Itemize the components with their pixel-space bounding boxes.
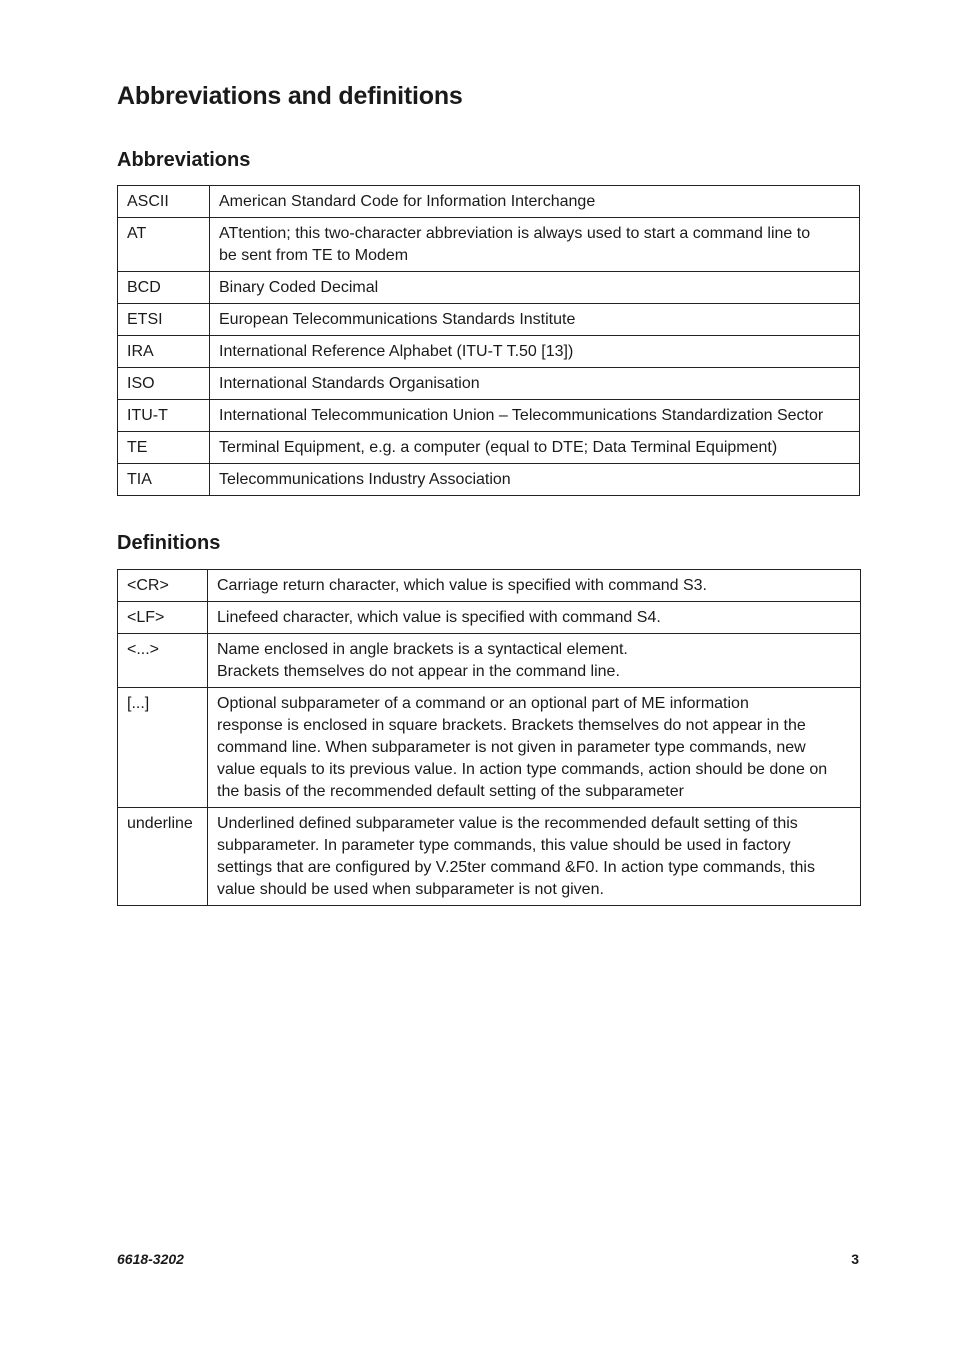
abbreviation-term: ETSI bbox=[118, 304, 210, 336]
abbreviation-description: International Standards Organisation bbox=[210, 368, 860, 400]
page-number: 3 bbox=[851, 1251, 859, 1267]
abbreviation-description: American Standard Code for Information Interchange bbox=[210, 186, 860, 218]
abbreviation-term: AT bbox=[118, 218, 210, 272]
table-row bbox=[118, 464, 860, 496]
abbreviation-term: ISO bbox=[118, 368, 210, 400]
abbreviation-term: TE bbox=[118, 432, 210, 464]
definitions-table bbox=[117, 569, 861, 906]
abbreviation-term: ASCII bbox=[118, 186, 210, 218]
page-title: Abbreviations and definitions bbox=[117, 82, 463, 110]
table-row bbox=[118, 304, 860, 336]
abbreviation-description: International Telecommunication Union – Telecommunications Standardization Sector bbox=[210, 400, 860, 432]
abbreviation-description: Binary Coded Decimal bbox=[210, 272, 860, 304]
definition-term: underline bbox=[118, 808, 208, 906]
table-row bbox=[118, 432, 860, 464]
definition-description: Optional subparameter of a command or an optional part of ME information response is enclosed in square brackets. Brackets themselves do not appear in the command line. When subparameter is not given in parameter type commands, new value equals to its previous value. In action type commands, action should be done on the basis of the recommended default setting of the subparameter bbox=[208, 688, 861, 808]
table-row bbox=[118, 570, 861, 602]
definition-term: <...> bbox=[118, 634, 208, 688]
table-row bbox=[118, 808, 861, 906]
table-row bbox=[118, 368, 860, 400]
definition-description: Name enclosed in angle brackets is a syntactical element. Brackets themselves do not appear in the command line. bbox=[208, 634, 861, 688]
definitions-heading: Definitions bbox=[117, 532, 221, 554]
abbreviation-description: International Reference Alphabet (ITU-T T.50 [13]) bbox=[210, 336, 860, 368]
document-number: 6618-3202 bbox=[117, 1251, 184, 1267]
definition-description: Linefeed character, which value is specified with command S4. bbox=[208, 602, 861, 634]
abbreviation-term: ITU-T bbox=[118, 400, 210, 432]
table-row bbox=[118, 218, 860, 272]
abbreviation-term: IRA bbox=[118, 336, 210, 368]
table-row bbox=[118, 602, 861, 634]
table-row bbox=[118, 186, 860, 218]
definition-description: Underlined defined subparameter value is the recommended default setting of this subparameter. In parameter type commands, this value should be used in factory settings that are configured by V.25ter command &F0. In action type commands, this value should be used when subparameter is not given. bbox=[208, 808, 861, 906]
definition-term: <LF> bbox=[118, 602, 208, 634]
abbreviation-description: Telecommunications Industry Association bbox=[210, 464, 860, 496]
table-row bbox=[118, 688, 861, 808]
table-row bbox=[118, 634, 861, 688]
abbreviations-heading: Abbreviations bbox=[117, 149, 251, 171]
table-row bbox=[118, 336, 860, 368]
abbreviation-description: European Telecommunications Standards Institute bbox=[210, 304, 860, 336]
abbreviations-table bbox=[117, 185, 860, 496]
table-row bbox=[118, 272, 860, 304]
definition-term: [...] bbox=[118, 688, 208, 808]
abbreviation-term: TIA bbox=[118, 464, 210, 496]
table-row bbox=[118, 400, 860, 432]
definition-description: Carriage return character, which value is specified with command S3. bbox=[208, 570, 861, 602]
definition-term: <CR> bbox=[118, 570, 208, 602]
abbreviation-description: ATtention; this two-character abbreviation is always used to start a command line to be sent from TE to Modem bbox=[210, 218, 860, 272]
abbreviation-term: BCD bbox=[118, 272, 210, 304]
abbreviation-description: Terminal Equipment, e.g. a computer (equal to DTE; Data Terminal Equipment) bbox=[210, 432, 860, 464]
